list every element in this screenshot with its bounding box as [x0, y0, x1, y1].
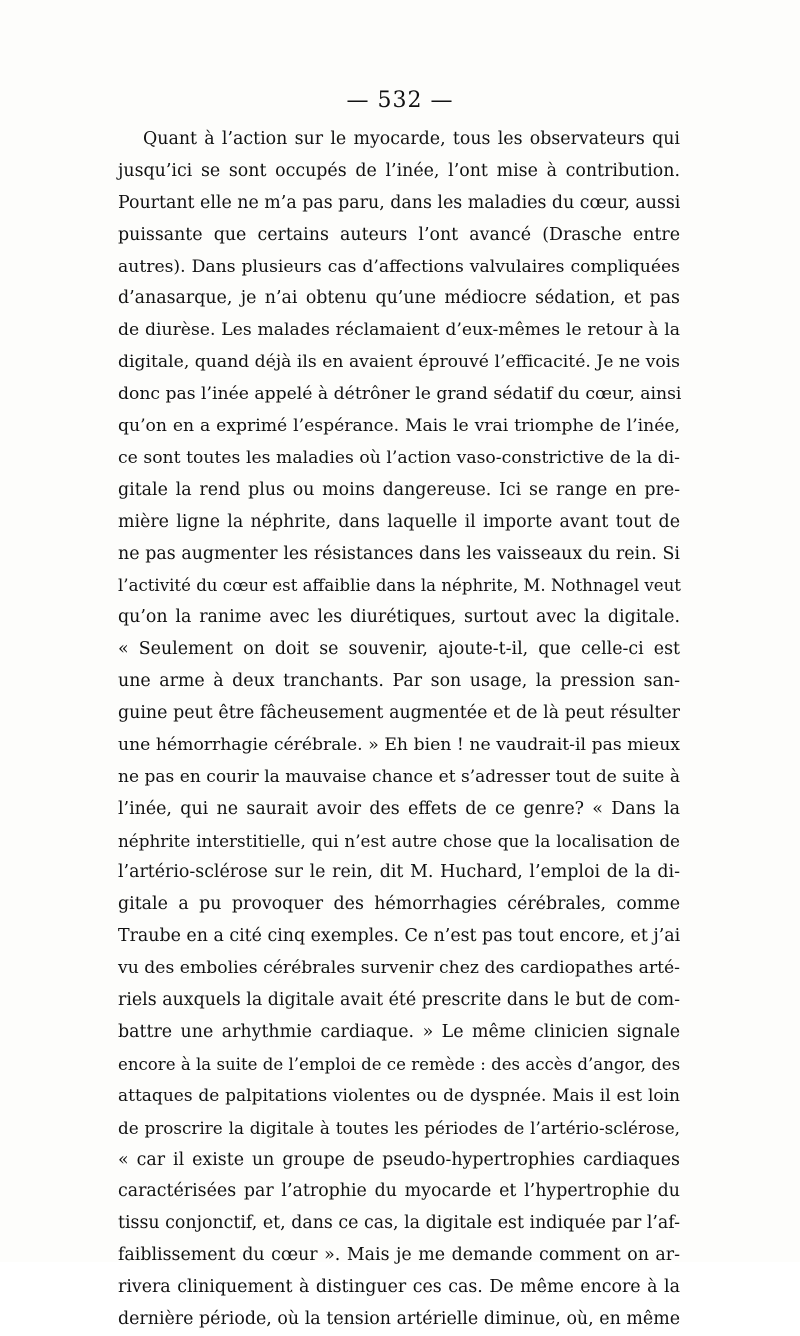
text-line: dernière période, où la tension artérielle diminue, où, en même: [118, 1308, 680, 1329]
text-line: gitale la rend plus ou moins dangereuse. Ici se range en pre-: [118, 479, 680, 500]
text-line: d’anasarque, je n’ai obtenu qu’une médiocre sédation, et pas: [118, 288, 680, 309]
text-line: de diurèse. Les malades réclamaient d’eux-mêmes le retour à la: [118, 320, 680, 341]
text-line: vu des embolies cérébrales survenir chez des cardiopathes arté-: [118, 958, 680, 979]
text-line: rivera cliniquement à distinguer ces cas. De même encore à la: [118, 1277, 680, 1298]
paragraph-first-line: Quant à l’action sur le myocarde, tous les observateurs qui: [143, 129, 680, 149]
text-line: guine peut être fâcheusement augmentée et de là peut résulter: [118, 703, 680, 724]
text-line: ne pas augmenter les résistances dans les vaisseaux du rein. Si: [118, 543, 680, 564]
text-line: autres). Dans plusieurs cas d’affections valvulaires compliquées: [118, 256, 680, 277]
text-line: ne pas en courir la mauvaise chance et s’adresser tout de suite à: [118, 766, 680, 787]
text-line: néphrite interstitielle, qui n’est autre chose que la localisation de: [118, 830, 680, 851]
text-line: qu’on en a exprimé l’espérance. Mais le vrai triomphe de l’inée,: [118, 416, 680, 437]
text-line: l’artério-sclérose sur le rein, dit M. Huchard, l’emploi de la di-: [118, 862, 680, 883]
text-line: une arme à deux tranchants. Par son usage, la pression san-: [118, 671, 680, 692]
text-line: de proscrire la digitale à toutes les périodes de l’artério-sclérose,: [118, 1117, 680, 1138]
text-line: faiblissement du cœur ». Mais je me demande comment on ar-: [118, 1245, 680, 1266]
text-line: gitale a pu provoquer des hémorrhagies cérébrales, comme: [118, 894, 680, 915]
text-line: riels auxquels la digitale avait été prescrite dans le but de com-: [118, 990, 680, 1011]
text-line: tissu conjonctif, et, dans ce cas, la digitale est indiquée par l’af-: [118, 1213, 680, 1234]
text-line: puissante que certains auteurs l’ont avancé (Drasche entre: [118, 224, 680, 245]
text-line: Traube en a cité cinq exemples. Ce n’est pas tout encore, et j’ai: [118, 926, 681, 947]
text-line: digitale, quand déjà ils en avaient éprouvé l’efficacité. Je ne vois: [118, 352, 680, 373]
text-line: encore à la suite de l’emploi de ce remède : des accès d’angor, des: [118, 1054, 681, 1074]
text-line: attaques de palpitations violentes ou de dyspnée. Mais il est loin: [118, 1085, 680, 1106]
text-line: jusqu’ici se sont occupés de l’inée, l’ont mise à contribution.: [118, 160, 680, 181]
text-line: ce sont toutes les maladies où l’action vaso-constrictive de la di-: [118, 447, 680, 468]
text-line: l’activité du cœur est affaiblie dans la néphrite, M. Nothnagel veut: [118, 576, 681, 596]
text-line: l’inée, qui ne saurait avoir des effets de ce genre? « Dans la: [118, 798, 680, 819]
text-line: qu’on la ranime avec les diurétiques, surtout avec la digitale.: [118, 607, 680, 628]
text-line: « car il existe un groupe de pseudo-hypertrophies cardiaques: [118, 1149, 680, 1170]
text-line: battre une arhythmie cardiaque. » Le même clinicien signale: [118, 1021, 680, 1042]
text-line: Pourtant elle ne m’a pas paru, dans les maladies du cœur, aussi: [118, 192, 681, 213]
text-line: une hémorrhagie cérébrale. » Eh bien ! ne vaudrait-il pas mieux: [118, 734, 680, 755]
text-line: mière ligne la néphrite, dans laquelle il importe avant tout de: [118, 511, 680, 532]
text-line: donc pas l’inée appelé à détrôner le grand sédatif du cœur, ainsi: [118, 384, 682, 405]
body-text: [118, 124, 680, 1336]
page-number: — 532 —: [346, 88, 454, 113]
text-line: caractérisées par l’atrophie du myocarde et l’hypertrophie du: [118, 1181, 680, 1202]
text-line: « Seulement on doit se souvenir, ajoute-t-il, que celle-ci est: [118, 639, 680, 660]
